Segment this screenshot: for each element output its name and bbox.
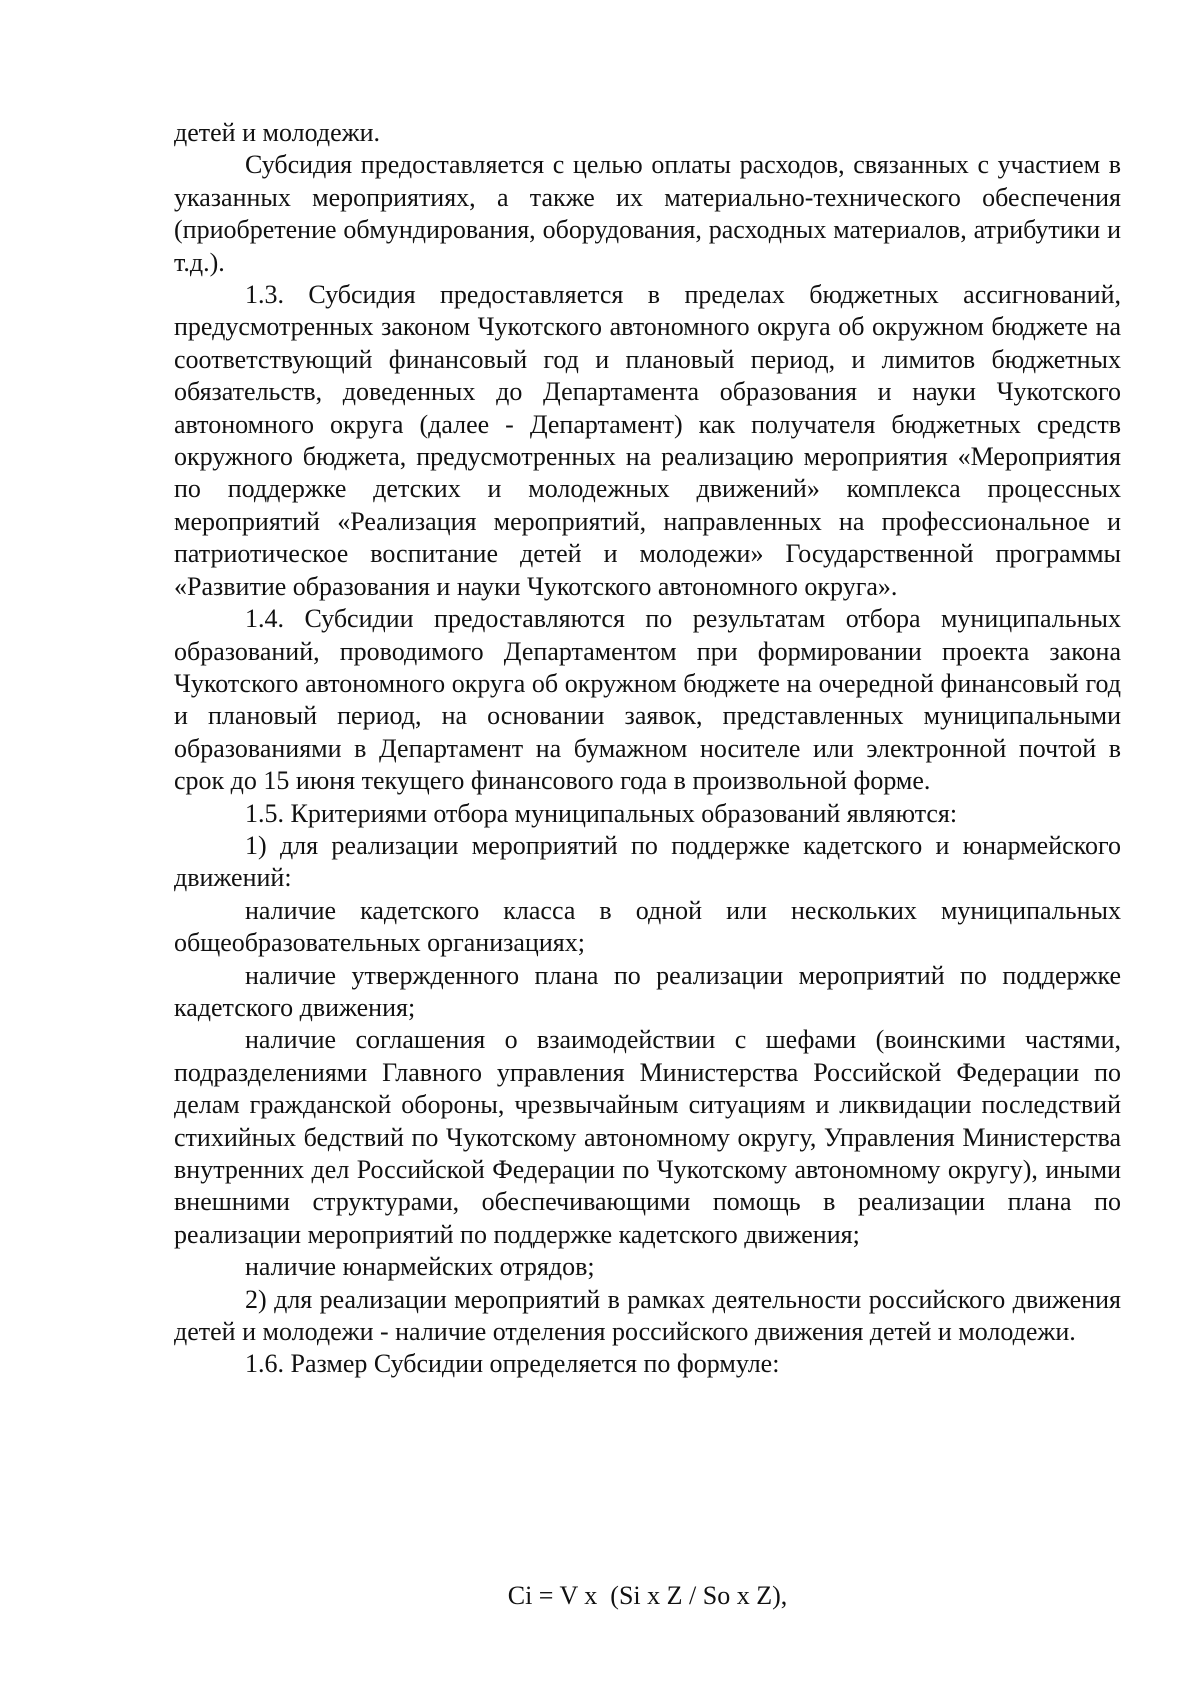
document-body [174, 117, 1121, 1381]
paragraph-1-5: 1.5. Критериями отбора муниципальных образований являются: [245, 798, 958, 828]
paragraph-subsidy-purpose: Субсидия предоставляется с целью оплаты расходов, связанных с участием в указанных мероприятиях, а также их материально-технического обеспечения (приобретение обмундирования, оборудования, расходных материалов, атрибутики и т.д.). [174, 150, 1121, 277]
paragraph-agreement: наличие соглашения о взаимодействии с шефами (воинскими частями, подразделениями Главного управления Министерства Российской Федерации по делам гражданской обороны, чрезвычайным ситуациям и ликвидации последствий стихийных бедствий по Чукотскому автономному округу, Управления Министерства внутренних дел Российской Федерации по Чукотскому автономному округу), иными внешними структурами, обеспечивающими помощь в реализации плана по реализации мероприятий по поддержке кадетского движения; [174, 1025, 1121, 1249]
paragraph-cadet-class: наличие кадетского класса в одной или нескольких муниципальных общеобразовательных организациях; [174, 895, 1121, 958]
paragraph-criteria-2: 2) для реализации мероприятий в рамках деятельности российского движения детей и молодежи - наличие отделения российского движения детей и молодежи. [174, 1284, 1121, 1347]
paragraph-1-3: 1.3. Субсидия предоставляется в пределах бюджетных ассигнований, предусмотренных законом Чукотского автономного округа об окружном бюджете на соответствующий финансовый год и плановый период, и лимитов бюджетных обязательств, доведенных до Департамента образования и науки Чукотского автономного округа (далее - Департамент) как получателя бюджетных средств окружного бюджета, предусмотренных на реализацию мероприятия «Мероприятия по поддержке детских и молодежных движений» комплекса процессных мероприятий «Реализация мероприятий, направленных на профессиональное и патриотическое воспитание детей и молодежи» Государственной программы «Развитие образования и науки Чукотского автономного округа». [174, 280, 1121, 601]
paragraph-yunarmy-units: наличие юнармейских отрядов; [245, 1252, 595, 1282]
paragraph-1-6: 1.6. Размер Субсидии определяется по формуле: [245, 1349, 780, 1379]
paragraph-approved-plan: наличие утвержденного плана по реализации мероприятий по поддержке кадетского движения; [174, 960, 1121, 1022]
paragraph-continuation: детей и молодежи. [174, 118, 380, 147]
paragraph-1-4: 1.4. Субсидии предоставляются по результатам отбора муниципальных образований, проводимого Департаментом при формировании проекта закона Чукотского автономного округа об окружном бюджете на очередной финансовый год и плановый период, на основании заявок, представленных муниципальными образованиями в Департамент на бумажном носителе или электронной почтой в срок до 15 июня текущего финансового года в произвольной форме. [174, 604, 1121, 796]
paragraph-criteria-1: 1) для реализации мероприятий по поддержке кадетского и юнармейского движений: [174, 830, 1121, 893]
subsidy-formula: Ci = V x (Si x Z / So x Z), [507, 1581, 788, 1610]
